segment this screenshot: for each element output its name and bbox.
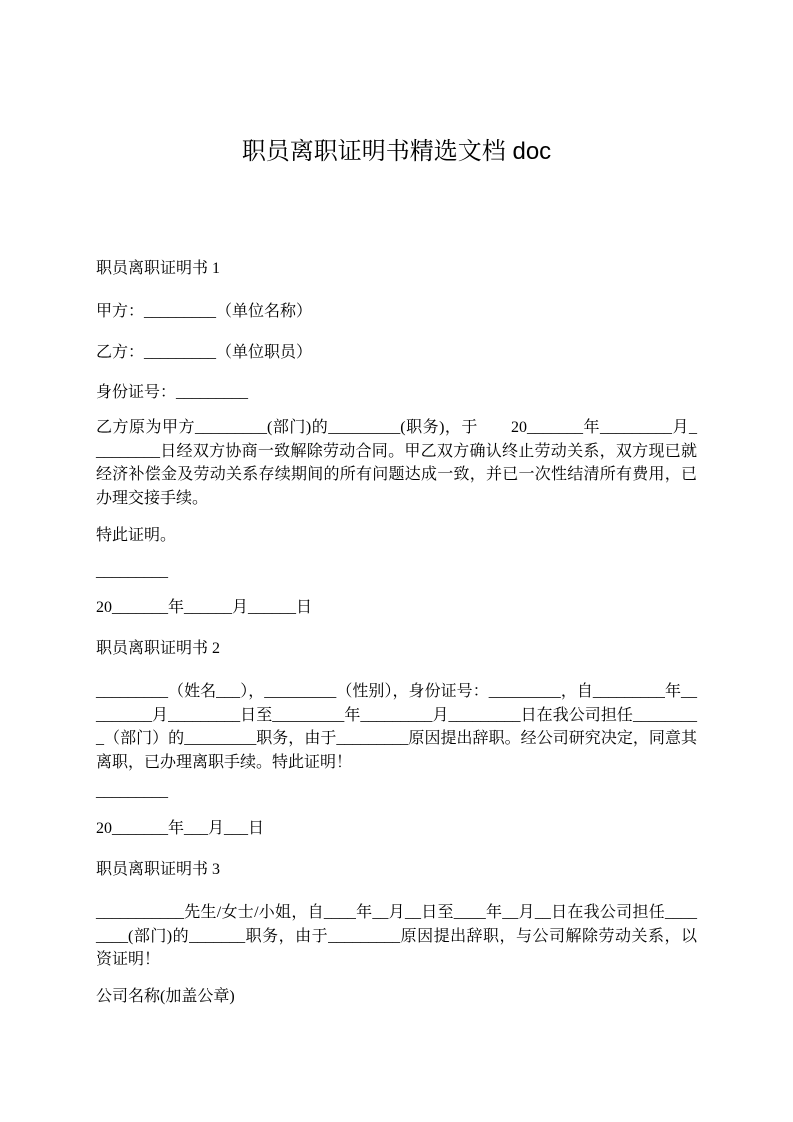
closing-statement: 特此证明。 [96, 527, 177, 544]
body-line: _（部门）的_________职务，由于_________原因提出辞职。经公司研究决定，同意其 [96, 730, 697, 748]
certificate-2-heading: 职员离职证明书 2 [96, 640, 221, 657]
body-line: ___________先生/女士/小姐，自____年__月__日至____年__月__日在我公司担任____ [96, 904, 697, 921]
signature-blank: _________ [96, 563, 168, 580]
certificate-1-heading: 职员离职证明书 1 [96, 260, 221, 277]
date-line: 20_______年___月___日 [96, 820, 265, 837]
body-line: _______月_________日至_________年_________月_________日在我公司担任________ [96, 706, 697, 724]
signature-blank: _________ [96, 783, 168, 800]
body-line: 乙方原为甲方_________(部门)的_________(职务)，于 20_______年_________月_ [96, 419, 697, 436]
certificate-1-body [96, 416, 697, 510]
certificate-2-body [96, 680, 697, 774]
body-line: 资证明！ [96, 951, 161, 969]
party-a-line: 甲方：_________（单位名称） [96, 303, 313, 320]
body-line: 经济补偿金及劳动关系存续期间的所有问题达成一致，并已一次性结清所有费用，已 [96, 466, 697, 484]
body-line: 办理交接手续。 [96, 489, 209, 507]
date-line: 20_______年______月______日 [96, 599, 313, 616]
id-number-line: 身份证号：_________ [96, 384, 249, 401]
body-line: ________日经双方协商一致解除劳动合同。甲乙双方确认终止劳动关系，双方现已就 [96, 442, 697, 460]
company-name-line: 公司名称(加盖公章) [96, 988, 235, 1005]
body-line: 离职，已办理离职手续。特此证明！ [96, 753, 353, 771]
body-line: _________（姓名___），_________（性别），身份证号：_________，自_________年__ [96, 683, 697, 700]
certificate-3-body [96, 901, 697, 972]
party-b-line: 乙方：_________（单位职员） [96, 344, 313, 361]
certificate-3-heading: 职员离职证明书 3 [96, 861, 221, 878]
body-line: ____(部门)的_______职务，由于_________原因提出辞职，与公司解除劳动关系，以 [96, 927, 697, 945]
document-title: 职员离职证明书精选文档 doc [241, 138, 552, 165]
